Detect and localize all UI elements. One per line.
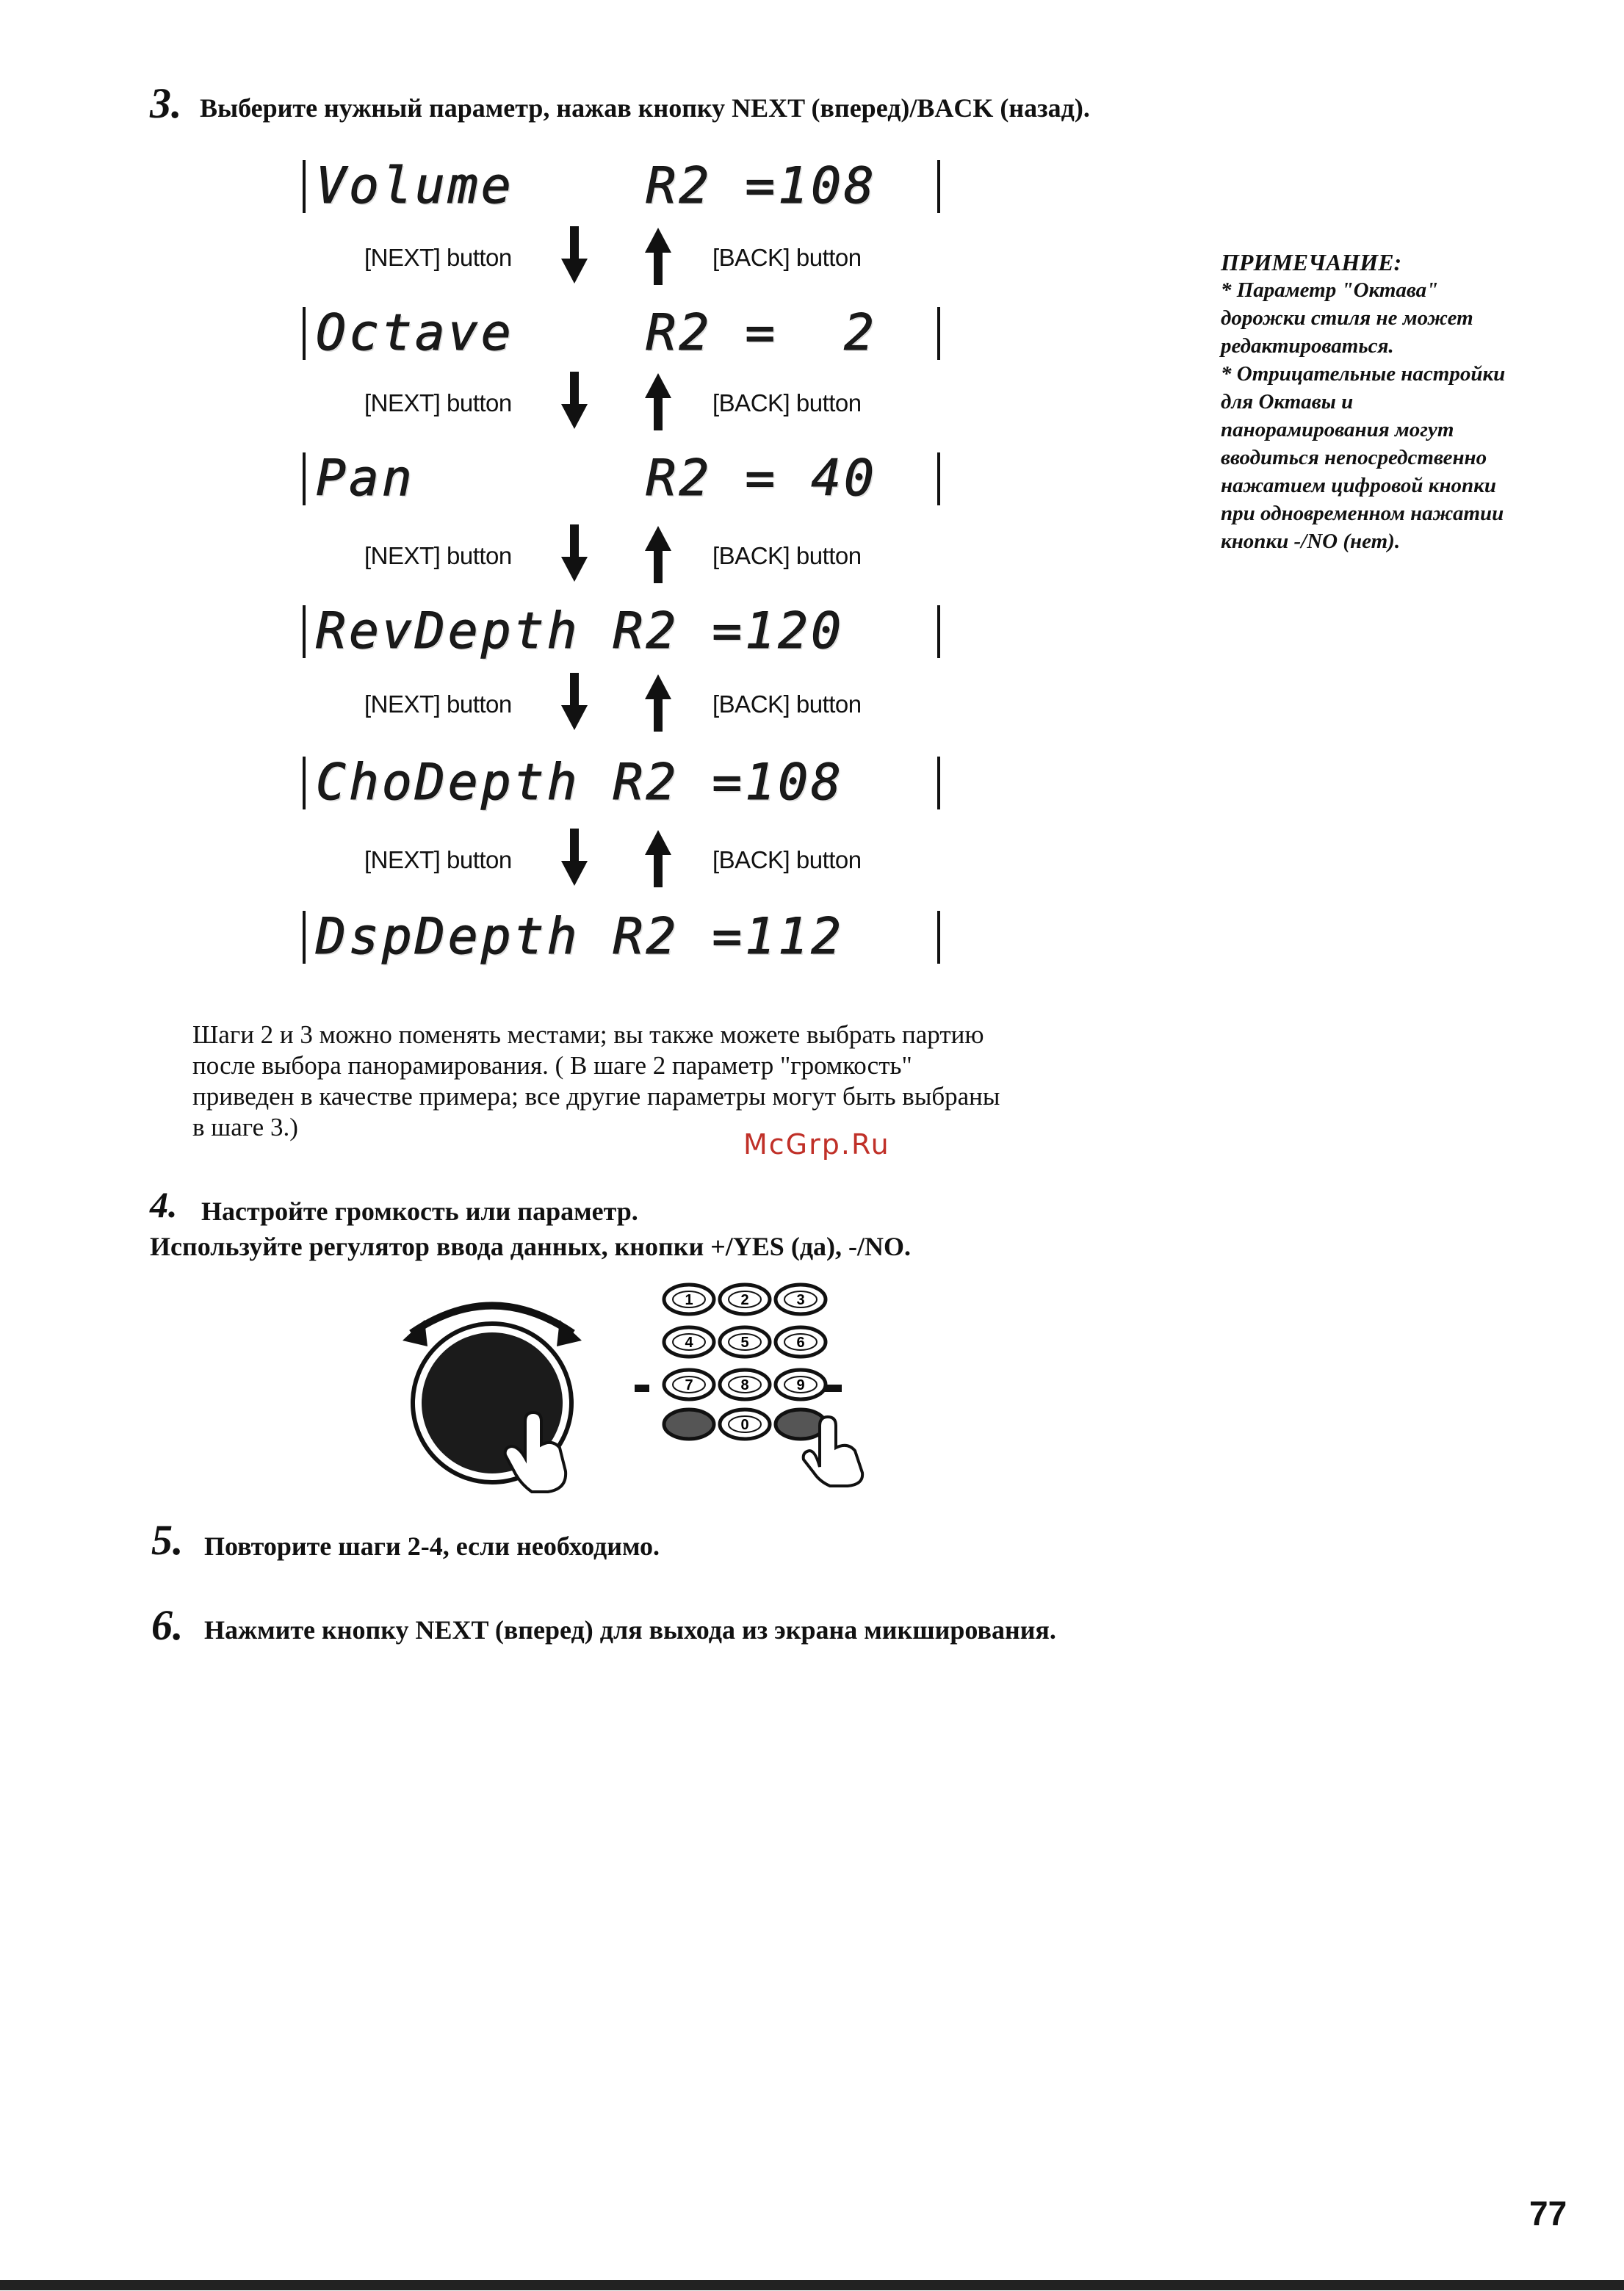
key-label: 5: [740, 1335, 749, 1351]
scan-edge-divider: [0, 2280, 1624, 2290]
key-label: 1: [685, 1292, 693, 1308]
key-label: 4: [685, 1335, 693, 1351]
note-line: кнопки -/NO (нет).: [1221, 530, 1401, 553]
key-9: [776, 1370, 826, 1399]
key-6: [776, 1327, 826, 1357]
key-1: [664, 1285, 714, 1314]
key-8: [720, 1370, 770, 1399]
lcd-screen-dspdepth: DspDepth R2 =112: [303, 911, 940, 964]
key-2: [720, 1285, 770, 1314]
step-6-number: 6.: [151, 1601, 184, 1649]
lcd-screen-chodepth: ChoDepth R2 =108: [303, 757, 940, 809]
note-line: редактироваться.: [1221, 334, 1394, 358]
next-button-label: [NEXT] button: [364, 542, 512, 569]
key-5: [720, 1327, 770, 1357]
note-line: * Параметр "Октава": [1221, 278, 1439, 302]
note-title: ПРИМЕЧАНИЕ:: [1221, 249, 1402, 275]
arrow-up-icon: [643, 829, 673, 887]
lcd-screen-octave: Octave R2 = 2: [303, 307, 940, 360]
note-line: при одновременном нажатии: [1221, 502, 1504, 525]
key-label: 8: [740, 1377, 749, 1393]
keypad-illustration: [633, 1274, 876, 1487]
key-label: 3: [796, 1292, 805, 1308]
note-line: нажатием цифровой кнопки: [1221, 474, 1497, 497]
note-line: дорожки стиля не может: [1221, 306, 1473, 330]
step-3-number: 3.: [150, 79, 182, 127]
back-button-label: [BACK] button: [712, 846, 862, 873]
button-row-3: [0, 524, 1028, 591]
lcd-screen-pan: Pan R2 = 40: [303, 452, 940, 505]
key-4: [664, 1327, 714, 1357]
paragraph-line: после выбора панорамирования. ( В шаге 2 параметр "громкость": [192, 1051, 912, 1080]
button-row-2: [0, 372, 1028, 438]
arrow-up-icon: [643, 226, 673, 285]
arrow-down-icon: [560, 829, 589, 887]
data-dial-illustration: [397, 1282, 588, 1495]
page-number: 77: [1529, 2194, 1567, 2232]
note-line: панорамирования могут: [1221, 418, 1454, 441]
step-6-text: Нажмите кнопку NEXT (вперед) для выхода из экрана микширования.: [204, 1615, 1056, 1645]
note-box: [1221, 248, 1566, 555]
key-minus-no: [664, 1410, 714, 1439]
paragraph-line: Шаги 2 и 3 можно поменять местами; вы также можете выбрать партию: [192, 1020, 984, 1049]
next-button-label: [NEXT] button: [364, 690, 512, 718]
back-button-label: [BACK] button: [712, 690, 862, 718]
note-line: вводиться непосредственно: [1221, 446, 1487, 469]
button-row-4: [0, 673, 1028, 739]
arrow-up-icon: [643, 673, 673, 732]
paragraph-line: приведен в качестве примера; все другие параметры могут быть выбраны: [192, 1082, 1000, 1111]
key-0: [720, 1410, 770, 1439]
arrow-down-icon: [560, 226, 589, 285]
back-button-label: [BACK] button: [712, 244, 862, 271]
lcd-screen-revdepth: RevDepth R2 =120: [303, 605, 940, 658]
next-button-label: [NEXT] button: [364, 846, 512, 873]
watermark: McGrp.Ru: [743, 1128, 890, 1161]
arrow-up-icon: [643, 524, 673, 583]
key-7: [664, 1370, 714, 1399]
key-label: 6: [796, 1335, 805, 1351]
key-label: 0: [740, 1417, 749, 1433]
arrow-down-icon: [560, 673, 589, 732]
note-line: * Отрицательные настройки: [1221, 362, 1506, 386]
numeric-keypad: [633, 1274, 876, 1491]
key-label: 7: [685, 1377, 693, 1393]
step-5-text: Повторите шаги 2-4, если необходимо.: [204, 1531, 660, 1561]
step-5-number: 5.: [151, 1516, 184, 1564]
button-row-5: [0, 829, 1028, 895]
key-label: 2: [740, 1292, 749, 1308]
step-4-subtext: Используйте регулятор ввода данных, кнопки +/YES (да), -/NO.: [150, 1232, 912, 1261]
key-label: 9: [796, 1377, 805, 1393]
next-button-label: [NEXT] button: [364, 389, 512, 416]
step-3-text: Выберите нужный параметр, нажав кнопку NEXT (вперед)/BACK (назад).: [200, 93, 1090, 123]
arrow-down-icon: [560, 372, 589, 430]
lcd-screen-volume: Volume R2 =108: [303, 160, 940, 213]
step-4-number: 4.: [150, 1184, 178, 1225]
key-3: [776, 1285, 826, 1314]
back-button-label: [BACK] button: [712, 542, 862, 569]
note-line: для Октавы и: [1221, 390, 1354, 414]
next-button-label: [NEXT] button: [364, 244, 512, 271]
step-4-text: Настройте громкость или параметр.: [201, 1197, 638, 1226]
arrow-down-icon: [560, 524, 589, 583]
paragraph-line: в шаге 3.): [192, 1113, 298, 1141]
body-paragraph: [192, 1020, 1191, 1143]
back-button-label: [BACK] button: [712, 389, 862, 416]
button-row-1: [0, 226, 1028, 292]
arrow-up-icon: [643, 372, 673, 430]
key-plus-yes: [776, 1410, 826, 1439]
